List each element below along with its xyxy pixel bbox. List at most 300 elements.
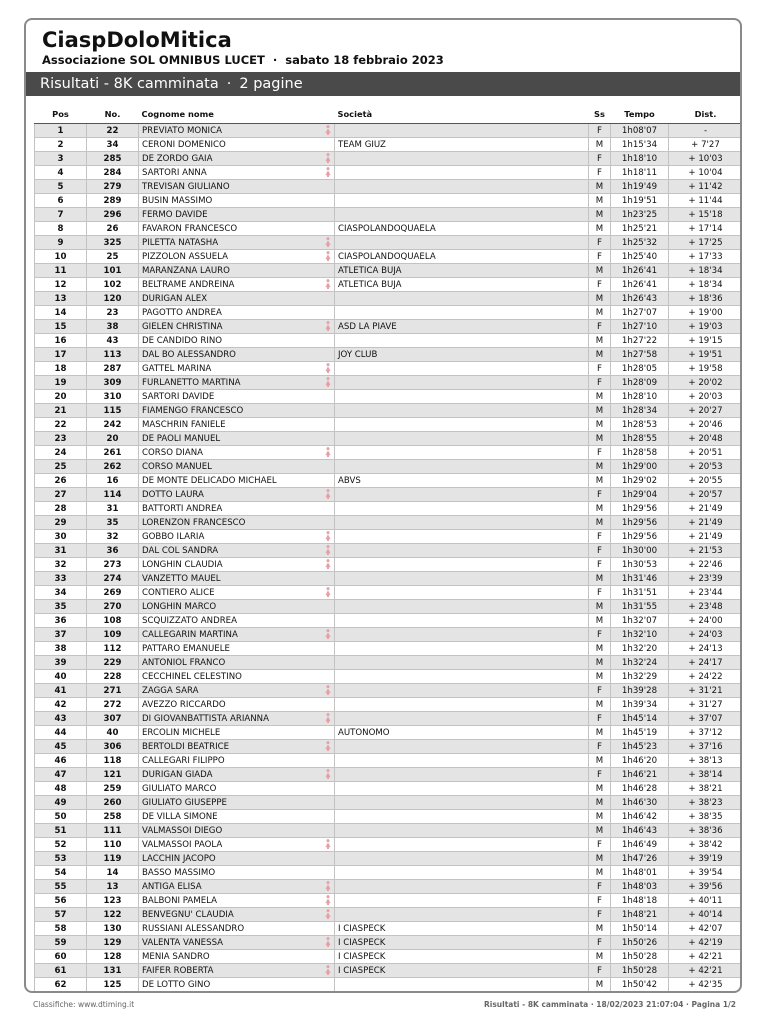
table-row (35, 502, 743, 516)
cell-pos: 27 (35, 488, 87, 502)
cell-pos: 53 (35, 852, 87, 866)
cell-sex: F (589, 544, 611, 558)
cell-time: 1h29'56 (611, 502, 669, 516)
cell-team (335, 880, 589, 894)
cell-pos: 55 (35, 880, 87, 894)
cell-gap: + 20'46 (669, 418, 743, 432)
cell-name (139, 180, 335, 194)
cell-gap: + 10'04 (669, 166, 743, 180)
cell-sex: F (589, 936, 611, 950)
cell-no: 101 (87, 264, 139, 278)
athlete-name: LONGHIN CLAUDIA (142, 559, 223, 570)
cell-gap: + 20'02 (669, 376, 743, 390)
cell-sex: M (589, 418, 611, 432)
cell-pos: 9 (35, 236, 87, 250)
table-header (35, 105, 743, 124)
cell-team (335, 236, 589, 250)
cell-time: 1h29'00 (611, 460, 669, 474)
cell-team (335, 362, 589, 376)
table-row (35, 194, 743, 208)
cell-name (139, 320, 335, 334)
cell-name (139, 208, 335, 222)
cell-name (139, 726, 335, 740)
athlete-name: RUSSIANI ALESSANDRO (142, 923, 245, 934)
cell-no: 131 (87, 964, 139, 978)
cell-gap: + 37'07 (669, 712, 743, 726)
cell-no: 260 (87, 796, 139, 810)
cell-pos: 4 (35, 166, 87, 180)
cell-pos: 14 (35, 306, 87, 320)
cell-gap: + 17'33 (669, 250, 743, 264)
cell-name (139, 348, 335, 362)
cell-team (335, 166, 589, 180)
banner-race: Risultati - 8K camminata (40, 76, 219, 92)
cell-no: 23 (87, 306, 139, 320)
cell-name (139, 194, 335, 208)
cell-no: 32 (87, 530, 139, 544)
table-row (35, 432, 743, 446)
cell-pos: 42 (35, 698, 87, 712)
athlete-name: SARTORI ANNA (142, 167, 207, 178)
cell-no: 112 (87, 642, 139, 656)
col-gap: Dist. (669, 105, 743, 124)
cell-gap: + 18'36 (669, 292, 743, 306)
athlete-name: CALLEGARIN MARTINA (142, 629, 238, 640)
cell-pos: 61 (35, 964, 87, 978)
cell-no: 259 (87, 782, 139, 796)
cell-gap: + 23'44 (669, 586, 743, 600)
athlete-name: ERCOLIN MICHELE (142, 727, 221, 738)
cell-sex: M (589, 348, 611, 362)
cell-name (139, 306, 335, 320)
cell-pos: 46 (35, 754, 87, 768)
female-icon (325, 363, 331, 373)
cell-time: 1h26'41 (611, 278, 669, 292)
athlete-name: DI GIOVANBATTISTA ARIANNA (142, 713, 269, 724)
cell-sex: M (589, 670, 611, 684)
col-sex: Ss (589, 105, 611, 124)
table-row (35, 404, 743, 418)
female-icon (325, 685, 331, 695)
cell-no: 289 (87, 194, 139, 208)
cell-pos: 18 (35, 362, 87, 376)
cell-sex: M (589, 614, 611, 628)
cell-name (139, 768, 335, 782)
cell-no: 262 (87, 460, 139, 474)
cell-no: 307 (87, 712, 139, 726)
table-row (35, 698, 743, 712)
cell-pos: 40 (35, 670, 87, 684)
athlete-name: BATTORTI ANDREA (142, 503, 223, 514)
cell-team (335, 558, 589, 572)
cell-pos: 47 (35, 768, 87, 782)
table-row (35, 376, 743, 390)
cell-pos: 35 (35, 600, 87, 614)
cell-name (139, 852, 335, 866)
cell-gap: + 38'21 (669, 782, 743, 796)
cell-name (139, 432, 335, 446)
cell-pos: 10 (35, 250, 87, 264)
cell-gap: + 20'03 (669, 390, 743, 404)
cell-time: 1h46'30 (611, 796, 669, 810)
athlete-name: BALBONI PAMELA (142, 895, 217, 906)
cell-sex: M (589, 754, 611, 768)
cell-sex: M (589, 600, 611, 614)
athlete-name: DURIGAN ALEX (142, 293, 208, 304)
cell-no: 228 (87, 670, 139, 684)
cell-no: 43 (87, 334, 139, 348)
female-icon (325, 531, 331, 541)
cell-gap: + 20'57 (669, 488, 743, 502)
athlete-name: PREVIATO MONICA (142, 125, 222, 136)
cell-pos: 59 (35, 936, 87, 950)
cell-name (139, 656, 335, 670)
female-icon (325, 167, 331, 177)
cell-pos: 57 (35, 908, 87, 922)
cell-pos: 17 (35, 348, 87, 362)
cell-time: 1h50'28 (611, 950, 669, 964)
athlete-name: PIZZOLON ASSUELA (142, 251, 229, 262)
cell-no: 122 (87, 908, 139, 922)
cell-time: 1h46'20 (611, 754, 669, 768)
cell-sex: M (589, 922, 611, 936)
cell-team (335, 334, 589, 348)
table-row (35, 488, 743, 502)
cell-pos: 30 (35, 530, 87, 544)
female-icon (325, 559, 331, 569)
cell-sex: F (589, 558, 611, 572)
table-row (35, 684, 743, 698)
athlete-name: VALMASSOI PAOLA (142, 839, 223, 850)
cell-sex: F (589, 908, 611, 922)
cell-team (335, 432, 589, 446)
event-date: sabato 18 febbraio 2023 (285, 53, 444, 67)
table-row (35, 530, 743, 544)
cell-sex: M (589, 796, 611, 810)
cell-team (335, 460, 589, 474)
cell-time: 1h25'21 (611, 222, 669, 236)
table-row (35, 754, 743, 768)
cell-sex: F (589, 628, 611, 642)
cell-no: 296 (87, 208, 139, 222)
cell-no: 258 (87, 810, 139, 824)
cell-pos: 50 (35, 810, 87, 824)
table-row (35, 838, 743, 852)
cell-sex: F (589, 166, 611, 180)
cell-time: 1h31'46 (611, 572, 669, 586)
cell-pos: 51 (35, 824, 87, 838)
cell-sex: F (589, 838, 611, 852)
cell-gap: + 19'03 (669, 320, 743, 334)
table-row (35, 544, 743, 558)
cell-name (139, 670, 335, 684)
cell-team (335, 838, 589, 852)
athlete-name: DAL COL SANDRA (142, 545, 219, 556)
cell-name (139, 600, 335, 614)
athlete-name: GOBBO ILARIA (142, 531, 205, 542)
athlete-name: LONGHIN MARCO (142, 601, 217, 612)
cell-no: 120 (87, 292, 139, 306)
cell-no: 271 (87, 684, 139, 698)
cell-pos: 45 (35, 740, 87, 754)
cell-team (335, 376, 589, 390)
athlete-name: SARTORI DAVIDE (142, 391, 215, 402)
cell-gap: + 24'17 (669, 656, 743, 670)
cell-name (139, 838, 335, 852)
female-icon (325, 153, 331, 163)
athlete-name: FURLANETTO MARTINA (142, 377, 241, 388)
cell-team: ATLETICA BUJA (335, 264, 589, 278)
cell-pos: 16 (35, 334, 87, 348)
athlete-name: DAL BO ALESSANDRO (142, 349, 236, 360)
cell-time: 1h48'21 (611, 908, 669, 922)
cell-no: 36 (87, 544, 139, 558)
table-row (35, 586, 743, 600)
cell-time: 1h25'32 (611, 236, 669, 250)
cell-name (139, 782, 335, 796)
cell-time: 1h28'09 (611, 376, 669, 390)
cell-team (335, 908, 589, 922)
table-row (35, 516, 743, 530)
cell-name (139, 502, 335, 516)
cell-gap: + 7'27 (669, 138, 743, 152)
cell-pos: 52 (35, 838, 87, 852)
cell-name (139, 572, 335, 586)
cell-team (335, 866, 589, 880)
cell-gap: + 17'14 (669, 222, 743, 236)
cell-sex: M (589, 180, 611, 194)
cell-time: 1h45'23 (611, 740, 669, 754)
cell-gap: + 23'39 (669, 572, 743, 586)
cell-team (335, 208, 589, 222)
cell-gap: + 38'36 (669, 824, 743, 838)
cell-no: 306 (87, 740, 139, 754)
cell-sex: F (589, 488, 611, 502)
cell-team: ABVS (335, 474, 589, 488)
cell-no: 115 (87, 404, 139, 418)
cell-no: 261 (87, 446, 139, 460)
athlete-name: VANZETTO MAUEL (142, 573, 221, 584)
cell-sex: M (589, 502, 611, 516)
female-icon (325, 125, 331, 135)
female-icon (325, 377, 331, 387)
athlete-name: VALENTA VANESSA (142, 937, 224, 948)
table-row (35, 222, 743, 236)
athlete-name: VALMASSOI DIEGO (142, 825, 223, 836)
cell-name (139, 642, 335, 656)
cell-no: 13 (87, 880, 139, 894)
banner-pages: 2 pagine (239, 76, 303, 92)
cell-team (335, 894, 589, 908)
cell-pos: 48 (35, 782, 87, 796)
cell-team (335, 642, 589, 656)
cell-pos: 13 (35, 292, 87, 306)
cell-team (335, 712, 589, 726)
athlete-name: BELTRAME ANDREINA (142, 279, 235, 290)
cell-time: 1h25'40 (611, 250, 669, 264)
cell-name (139, 964, 335, 978)
cell-pos: 44 (35, 726, 87, 740)
cell-gap: + 42'21 (669, 964, 743, 978)
athlete-name: DOTTO LAURA (142, 489, 204, 500)
cell-time: 1h28'58 (611, 446, 669, 460)
cell-no: 102 (87, 278, 139, 292)
cell-team (335, 530, 589, 544)
cell-name (139, 376, 335, 390)
cell-sex: F (589, 376, 611, 390)
cell-time: 1h46'28 (611, 782, 669, 796)
athlete-name: BERTOLDI BEATRICE (142, 741, 230, 752)
female-icon (325, 629, 331, 639)
cell-gap: + 40'14 (669, 908, 743, 922)
cell-time: 1h46'49 (611, 838, 669, 852)
cell-team (335, 614, 589, 628)
table-row (35, 712, 743, 726)
cell-name (139, 166, 335, 180)
cell-pos: 19 (35, 376, 87, 390)
cell-name (139, 810, 335, 824)
cell-sex: M (589, 852, 611, 866)
cell-name (139, 684, 335, 698)
cell-gap: + 18'34 (669, 264, 743, 278)
cell-team (335, 124, 589, 138)
cell-gap: + 17'25 (669, 236, 743, 250)
cell-no: 118 (87, 754, 139, 768)
cell-pos: 25 (35, 460, 87, 474)
cell-team (335, 194, 589, 208)
cell-name (139, 740, 335, 754)
table-row (35, 264, 743, 278)
cell-team (335, 670, 589, 684)
cell-pos: 34 (35, 586, 87, 600)
table-row (35, 936, 743, 950)
cell-pos: 62 (35, 978, 87, 992)
cell-gap: + 11'42 (669, 180, 743, 194)
cell-sex: M (589, 810, 611, 824)
cell-team (335, 600, 589, 614)
cell-time: 1h50'28 (611, 964, 669, 978)
cell-no: 125 (87, 978, 139, 992)
cell-sex: F (589, 768, 611, 782)
table-row (35, 894, 743, 908)
cell-sex: M (589, 698, 611, 712)
athlete-name: FIAMENGO FRANCESCO (142, 405, 244, 416)
cell-team (335, 684, 589, 698)
subtitle-separator: · (272, 53, 278, 67)
cell-name (139, 628, 335, 642)
cell-name (139, 824, 335, 838)
cell-team (335, 544, 589, 558)
table-row (35, 782, 743, 796)
cell-gap: + 42'19 (669, 936, 743, 950)
cell-gap: + 20'27 (669, 404, 743, 418)
cell-pos: 26 (35, 474, 87, 488)
cell-no: 109 (87, 628, 139, 642)
female-icon (325, 279, 331, 289)
table-row (35, 614, 743, 628)
cell-name (139, 278, 335, 292)
cell-pos: 6 (35, 194, 87, 208)
cell-pos: 11 (35, 264, 87, 278)
cell-name (139, 936, 335, 950)
athlete-name: DE ZORDO GAIA (142, 153, 213, 164)
cell-name (139, 460, 335, 474)
athlete-name: ZAGGA SARA (142, 685, 199, 696)
athlete-name: DE VILLA SIMONE (142, 811, 218, 822)
athlete-name: LORENZON FRANCESCO (142, 517, 246, 528)
female-icon (325, 909, 331, 919)
cell-pos: 8 (35, 222, 87, 236)
female-icon (325, 895, 331, 905)
cell-gap: + 31'27 (669, 698, 743, 712)
cell-sex: M (589, 390, 611, 404)
cell-gap: + 38'42 (669, 838, 743, 852)
cell-time: 1h28'10 (611, 390, 669, 404)
female-icon (325, 587, 331, 597)
cell-time: 1h45'14 (611, 712, 669, 726)
cell-time: 1h46'43 (611, 824, 669, 838)
cell-gap: + 24'13 (669, 642, 743, 656)
table-row (35, 740, 743, 754)
cell-name (139, 754, 335, 768)
cell-time: 1h48'18 (611, 894, 669, 908)
cell-time: 1h32'10 (611, 628, 669, 642)
cell-name (139, 362, 335, 376)
cell-name (139, 544, 335, 558)
cell-no: 114 (87, 488, 139, 502)
athlete-name: PILETTA NATASHA (142, 237, 219, 248)
cell-gap: + 21'49 (669, 516, 743, 530)
cell-sex: M (589, 656, 611, 670)
cell-sex: M (589, 208, 611, 222)
cell-team (335, 446, 589, 460)
cell-sex: M (589, 726, 611, 740)
cell-no: 111 (87, 824, 139, 838)
athlete-name: DE CANDIDO RINO (142, 335, 223, 346)
cell-time: 1h39'34 (611, 698, 669, 712)
cell-name (139, 922, 335, 936)
cell-time: 1h29'04 (611, 488, 669, 502)
cell-name (139, 446, 335, 460)
cell-sex: M (589, 404, 611, 418)
cell-gap: + 38'13 (669, 754, 743, 768)
cell-gap: + 10'03 (669, 152, 743, 166)
cell-name (139, 698, 335, 712)
cell-pos: 31 (35, 544, 87, 558)
table-row (35, 964, 743, 978)
table-row (35, 656, 743, 670)
cell-team: CIASPOLANDOQUAELA (335, 250, 589, 264)
table-row (35, 292, 743, 306)
cell-sex: M (589, 264, 611, 278)
cell-gap: + 38'14 (669, 768, 743, 782)
cell-gap: + 24'03 (669, 628, 743, 642)
cell-pos: 37 (35, 628, 87, 642)
cell-gap: + 20'55 (669, 474, 743, 488)
cell-sex: F (589, 530, 611, 544)
athlete-name: DURIGAN GIADA (142, 769, 213, 780)
cell-team (335, 404, 589, 418)
cell-sex: F (589, 320, 611, 334)
cell-time: 1h29'56 (611, 530, 669, 544)
cell-time: 1h45'19 (611, 726, 669, 740)
cell-sex: F (589, 152, 611, 166)
cell-team: I CIASPECK (335, 936, 589, 950)
cell-name (139, 222, 335, 236)
cell-sex: F (589, 894, 611, 908)
cell-pos: 7 (35, 208, 87, 222)
female-icon (325, 937, 331, 947)
